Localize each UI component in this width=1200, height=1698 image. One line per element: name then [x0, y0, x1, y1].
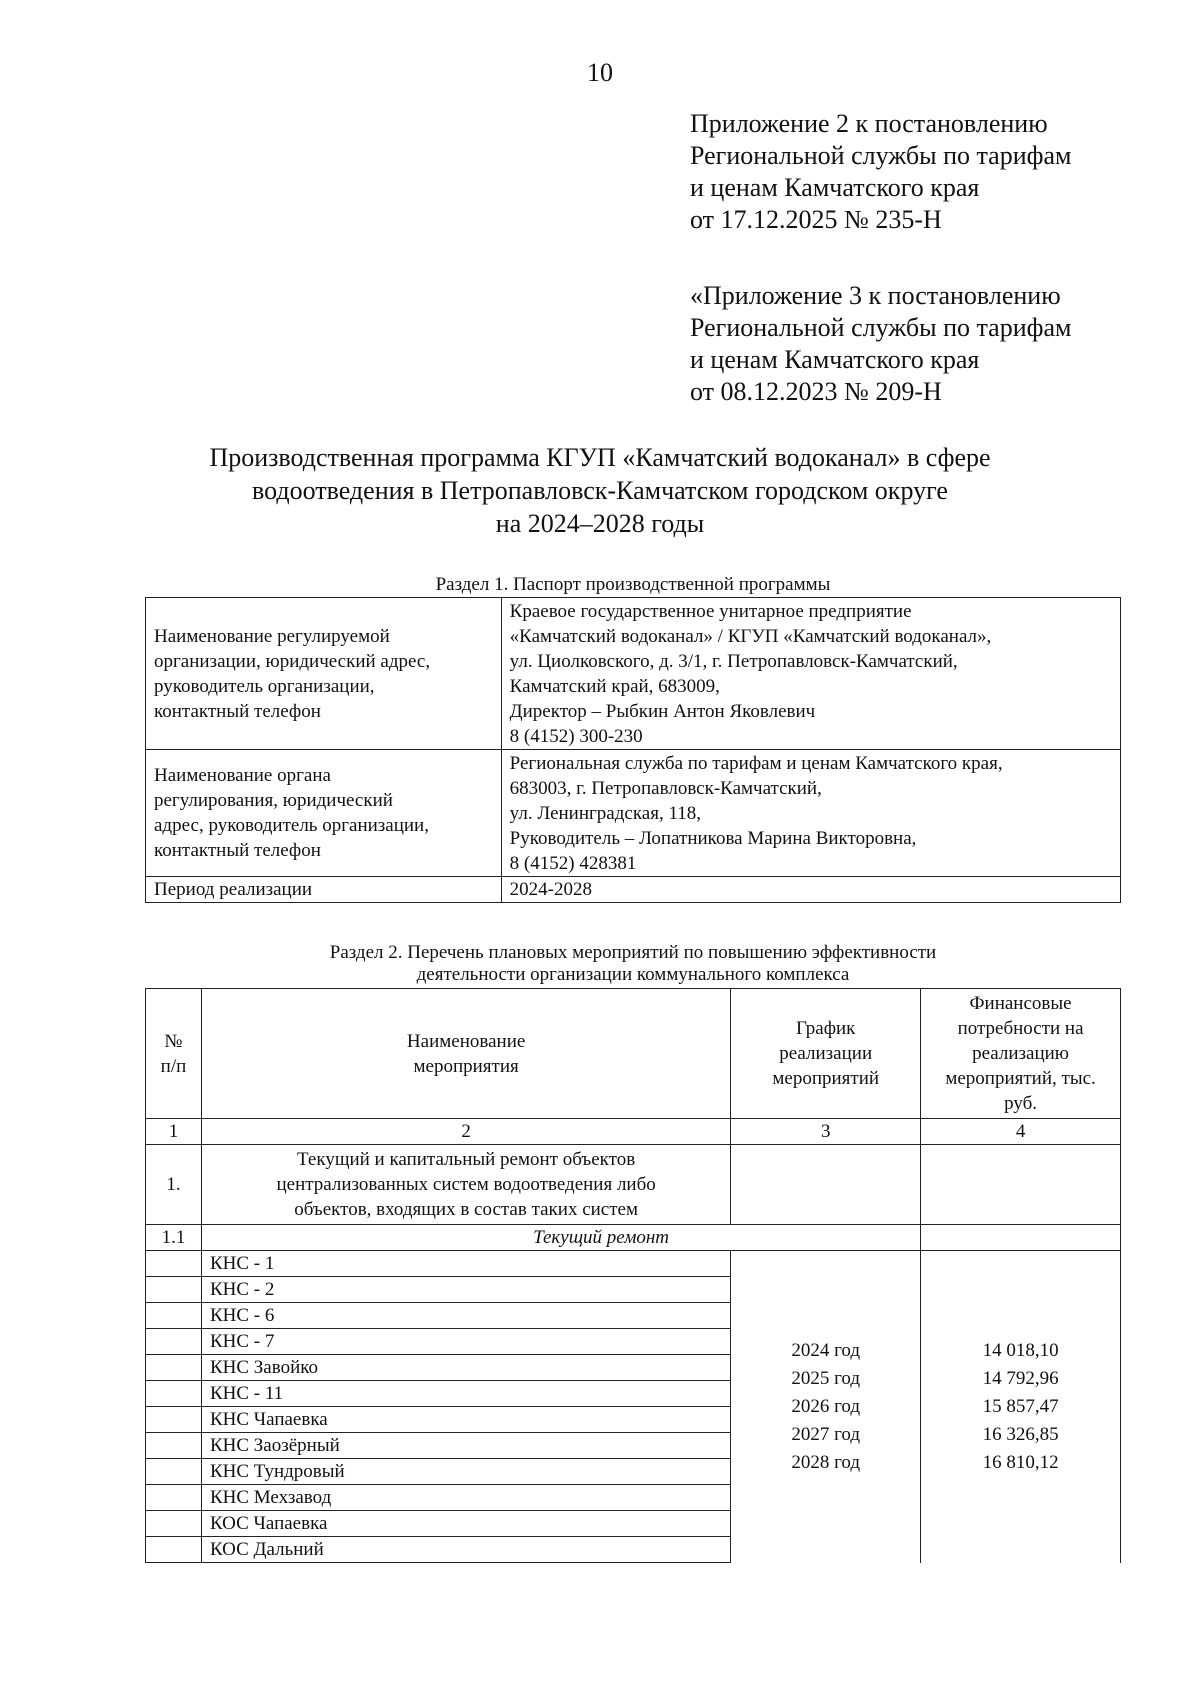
- object-name: КОС Чапаевка: [201, 1511, 730, 1537]
- passport-label: Наименование регулируемой организации, юридический адрес, руководитель организации, контактный телефон: [146, 598, 502, 750]
- appendix-current: [690, 108, 1071, 236]
- header-num: № п/п: [146, 989, 202, 1119]
- item-name: Текущий ремонт: [201, 1225, 920, 1251]
- col-number: 2: [201, 1119, 730, 1145]
- header-finance: Финансовые потребности на реализацию мероприятий, тыс. руб.: [921, 989, 1121, 1119]
- object-name: КНС Завойко: [201, 1355, 730, 1381]
- item-num: 1.1: [146, 1225, 202, 1251]
- col-number: 3: [731, 1119, 921, 1145]
- object-name: КНС - 1: [201, 1251, 730, 1277]
- page-number: 10: [587, 58, 613, 87]
- table-row: [146, 598, 1121, 750]
- passport-table: [145, 597, 1121, 903]
- passport-label: Период реализации: [146, 877, 502, 903]
- object-name: КОС Дальний: [201, 1537, 730, 1563]
- object-name: КНС Чапаевка: [201, 1407, 730, 1433]
- header-schedule: График реализации мероприятий: [731, 989, 921, 1119]
- col-number: 1: [146, 1119, 202, 1145]
- passport-label: Наименование органа регулирования, юридический адрес, руководитель организации, контактный телефон: [146, 750, 502, 877]
- appendix-line: и ценам Камчатского края: [690, 173, 980, 202]
- object-name: КНС Тундровый: [201, 1459, 730, 1485]
- appendix-line: и ценам Камчатского края: [690, 345, 980, 374]
- section1-caption: Раздел 1. Паспорт производственной программы: [435, 574, 831, 595]
- schedule-cell: 2024 год 2025 год 2026 год 2027 год 2028 год: [731, 1251, 921, 1563]
- appendix-line: Региональной службы по тарифам: [690, 313, 1072, 342]
- document-title: [120, 441, 1080, 540]
- col-number: 4: [921, 1119, 1121, 1145]
- title-line: водоотведения в Петропавловск-Камчатском городском округе: [252, 476, 948, 505]
- title-line: на 2024–2028 годы: [495, 509, 705, 538]
- appendix-line: «Приложение 3 к постановлению: [690, 281, 1061, 310]
- table-row: [146, 1251, 1121, 1277]
- appendix-previous: [690, 280, 1071, 408]
- header-row: [146, 989, 1121, 1119]
- appendix-line: Региональной службы по тарифам: [690, 141, 1072, 170]
- object-name: КНС - 11: [201, 1381, 730, 1407]
- appendix-line: от 17.12.2025 № 235-Н: [690, 205, 942, 234]
- item-num: 1.: [146, 1145, 202, 1225]
- title-line: Производственная программа КГУП «Камчатский водоканал» в сфере: [209, 443, 991, 472]
- finance-cell: 14 018,10 14 792,96 15 857,47 16 326,85 16 810,12: [921, 1251, 1121, 1563]
- table-row: [146, 1225, 1121, 1251]
- measures-table: [145, 988, 1121, 1563]
- table-row: [146, 1145, 1121, 1225]
- table-row: [146, 750, 1121, 877]
- passport-value: Краевое государственное унитарное предприятие «Камчатский водоканал» / КГУП «Камчатский водоканал», ул. Циолковского, д. 3/1, г. Петропавловск-Камчатский, Камчатский край, 683009, Директор – Рыбкин Антон Яковлевич 8 (4152) 300-230: [501, 598, 1120, 750]
- object-name: КНС - 7: [201, 1329, 730, 1355]
- object-name: КНС - 2: [201, 1277, 730, 1303]
- object-name: КНС - 6: [201, 1303, 730, 1329]
- header-name: Наименование мероприятия: [201, 989, 730, 1119]
- column-numbers-row: [146, 1119, 1121, 1145]
- table-row: [146, 877, 1121, 903]
- passport-value: 2024-2028: [501, 877, 1120, 903]
- section2-caption: Раздел 2. Перечень плановых мероприятий по повышению эффективности деятельности организации коммунального комплекса: [329, 942, 937, 985]
- passport-value: Региональная служба по тарифам и ценам Камчатского края, 683003, г. Петропавловск-Камчатский, ул. Ленинградская, 118, Руководитель – Лопатникова Марина Викторовна, 8 (4152) 428381: [501, 750, 1120, 877]
- item-name: Текущий и капитальный ремонт объектов централизованных систем водоотведения либо объектов, входящих в состав таких систем: [201, 1145, 730, 1225]
- object-name: КНС Мехзавод: [201, 1485, 730, 1511]
- object-name: КНС Заозёрный: [201, 1433, 730, 1459]
- appendix-line: Приложение 2 к постановлению: [690, 109, 1048, 138]
- appendix-line: от 08.12.2023 № 209-Н: [690, 377, 942, 406]
